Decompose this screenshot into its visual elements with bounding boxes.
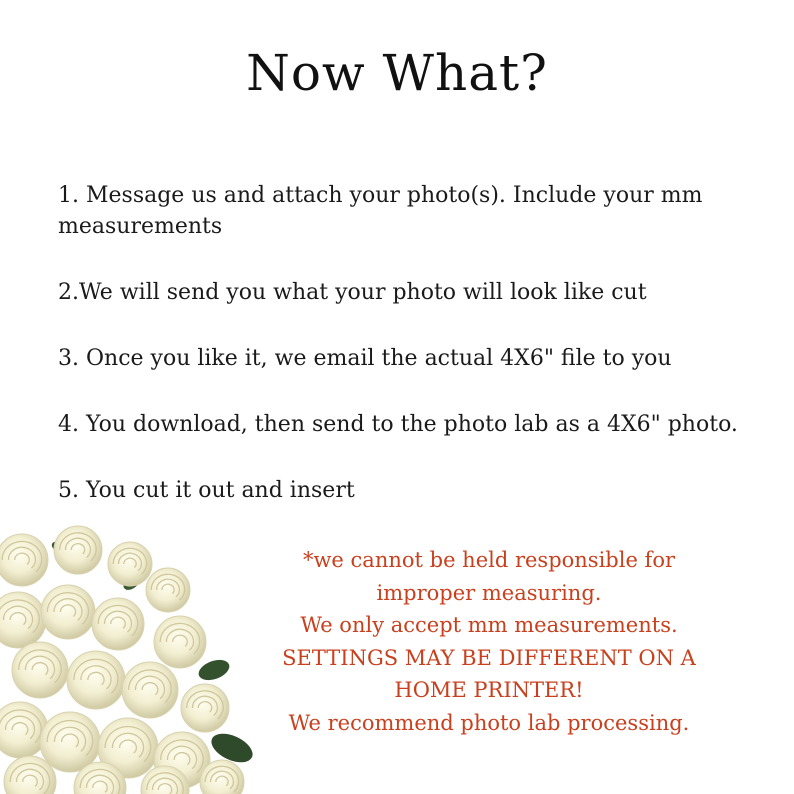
- step-5: 5. You cut it out and insert: [58, 478, 355, 503]
- steps-list: [58, 180, 758, 541]
- rose: [122, 662, 178, 718]
- white-roses-image: [0, 520, 260, 794]
- disclaimer-line: *we cannot be held responsible for: [302, 548, 676, 572]
- rose: [12, 642, 68, 698]
- rose: [40, 712, 100, 772]
- rose: [181, 684, 229, 732]
- rose: [54, 526, 102, 574]
- rose: [146, 568, 190, 612]
- step-4: 4. You download, then send to the photo lab as a 4X6" photo.: [58, 412, 738, 437]
- rose: [108, 542, 152, 586]
- rose: [41, 585, 95, 639]
- page-title: Now What?: [246, 44, 548, 102]
- rose: [67, 651, 125, 709]
- disclaimer-line: We only accept mm measurements.: [300, 613, 678, 637]
- step-1: 1. Message us and attach your photo(s). Include your mm measurements: [58, 183, 703, 239]
- disclaimer-line: improper measuring.: [376, 580, 602, 605]
- rose-cluster: [0, 526, 244, 794]
- step-3: 3. Once you like it, we email the actual 4X6" file to you: [58, 346, 672, 371]
- rose: [154, 616, 206, 668]
- step-2: 2.We will send you what your photo will look like cut: [58, 280, 647, 305]
- disclaimer-line: SETTINGS MAY BE DIFFERENT ON A: [282, 645, 696, 670]
- rose: [0, 534, 48, 586]
- disclaimer-line: We recommend photo lab processing.: [288, 710, 690, 735]
- disclaimer-note: [250, 544, 728, 739]
- disclaimer-line: HOME PRINTER!: [394, 678, 584, 702]
- rose: [0, 592, 46, 648]
- rose: [92, 598, 144, 650]
